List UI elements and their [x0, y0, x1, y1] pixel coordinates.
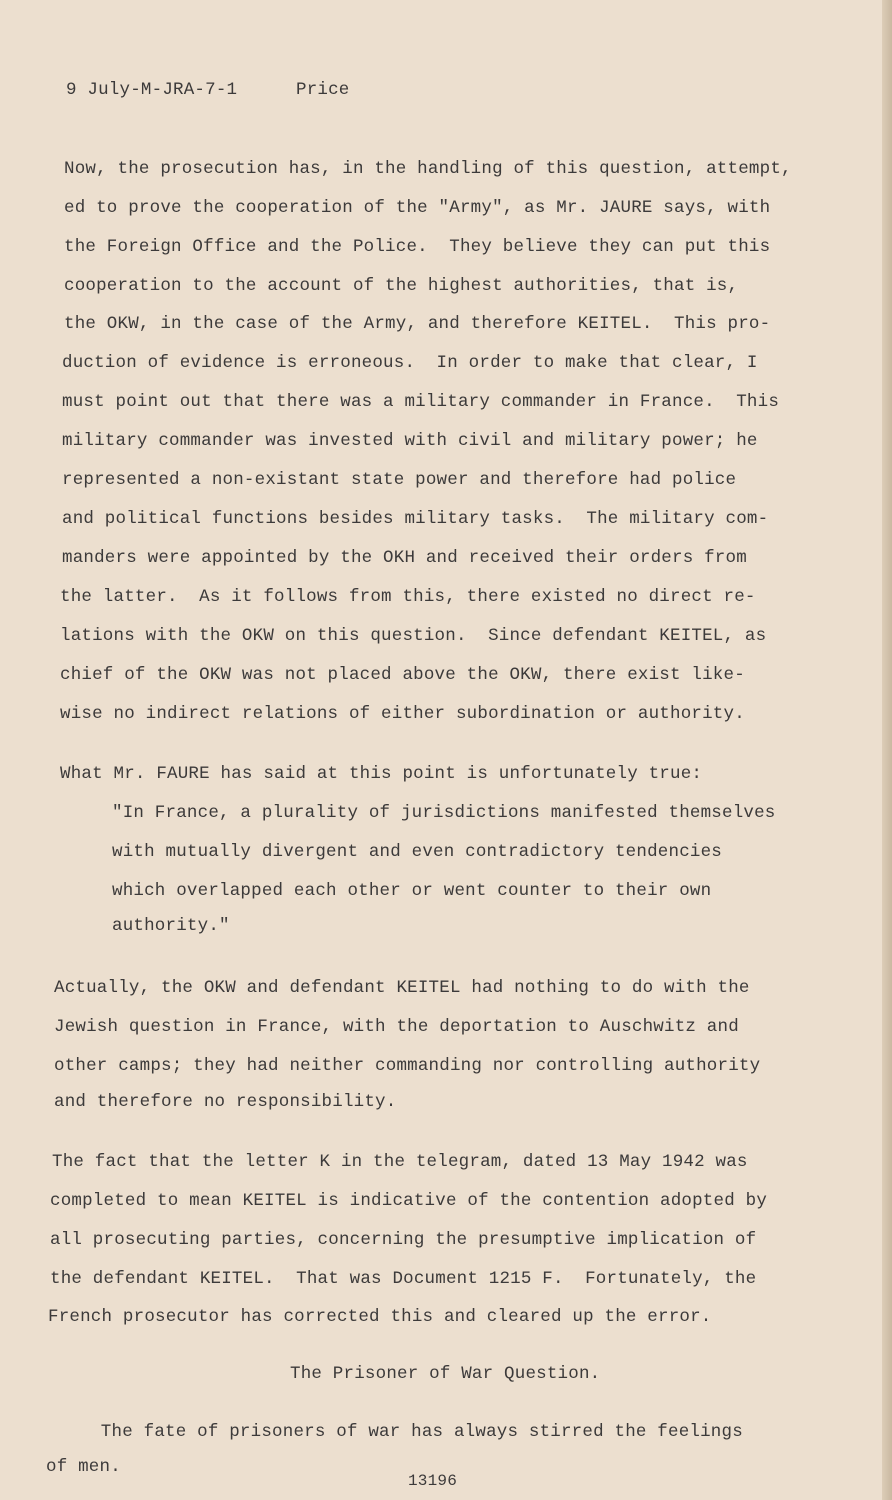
- paragraph-1-line: the latter. As it follows from this, there existed no direct re-: [60, 587, 756, 607]
- paragraph-3-line: other camps; they had neither commanding nor controlling authority: [54, 1056, 761, 1076]
- paragraph-1-line: chief of the OKW was not placed above the OKW, there exist like-: [60, 665, 745, 685]
- paragraph-4-line: all prosecuting parties, concerning the presumptive implication of: [50, 1230, 757, 1250]
- speaker-name: Price: [296, 80, 350, 100]
- section-heading: The Prisoner of War Question.: [290, 1364, 601, 1384]
- paragraph-1-line: ed to prove the cooperation of the "Army", as Mr. JAURE says, with: [64, 198, 771, 218]
- document-reference: 9 July-M-JRA-7-1: [66, 80, 238, 100]
- paragraph-1-line: and political functions besides military tasks. The military com-: [62, 509, 769, 529]
- paragraph-1-line: must point out that there was a military commander in France. This: [62, 392, 780, 412]
- paragraph-1-line: Now, the prosecution has, in the handling of this question, attempt,: [64, 159, 792, 179]
- paragraph-1-line: manders were appointed by the OKH and received their orders from: [62, 548, 747, 568]
- paragraph-1-line: military commander was invested with civil and military power; he: [62, 431, 758, 451]
- paragraph-1-line: the OKW, in the case of the Army, and therefore KEITEL. This pro-: [64, 314, 771, 334]
- paragraph-3-line: and therefore no responsibility.: [54, 1092, 397, 1112]
- paragraph-1-line: duction of evidence is erroneous. In order to make that clear, I: [62, 353, 758, 373]
- paragraph-1-line: cooperation to the account of the highest authorities, that is,: [64, 276, 739, 296]
- paragraph-4-line: completed to mean KEITEL is indicative of the contention adopted by: [50, 1191, 768, 1211]
- paragraph-1-line: the Foreign Office and the Police. They believe they can put this: [64, 237, 771, 257]
- paragraph-5-line: of men.: [46, 1457, 121, 1477]
- quote-line: with mutually divergent and even contradictory tendencies: [112, 842, 722, 862]
- paragraph-3-line: Jewish question in France, with the deportation to Auschwitz and: [54, 1017, 739, 1037]
- paragraph-1-line: lations with the OKW on this question. Since defendant KEITEL, as: [60, 626, 767, 646]
- quote-line: authority.": [112, 916, 230, 936]
- page-number: 13196: [408, 1472, 458, 1490]
- paragraph-4-line: French prosecutor has corrected this and cleared up the error.: [48, 1307, 712, 1327]
- page-edge-shadow: [882, 0, 892, 1500]
- paragraph-3-line: Actually, the OKW and defendant KEITEL had nothing to do with the: [54, 978, 750, 998]
- paragraph-2-intro: What Mr. FAURE has said at this point is unfortunately true:: [60, 764, 703, 784]
- paragraph-5-line: The fate of prisoners of war has always stirred the feelings: [58, 1422, 743, 1442]
- paragraph-1-line: represented a non-existant state power and therefore had police: [62, 470, 737, 490]
- quote-line: which overlapped each other or went counter to their own: [112, 881, 712, 901]
- paragraph-4-line: The fact that the letter K in the telegram, dated 13 May 1942 was: [52, 1152, 748, 1172]
- paragraph-4-line: the defendant KEITEL. That was Document 1215 F. Fortunately, the: [50, 1269, 757, 1289]
- paragraph-1-line: wise no indirect relations of either subordination or authority.: [60, 704, 745, 724]
- quote-line: "In France, a plurality of jurisdictions manifested themselves: [112, 803, 776, 823]
